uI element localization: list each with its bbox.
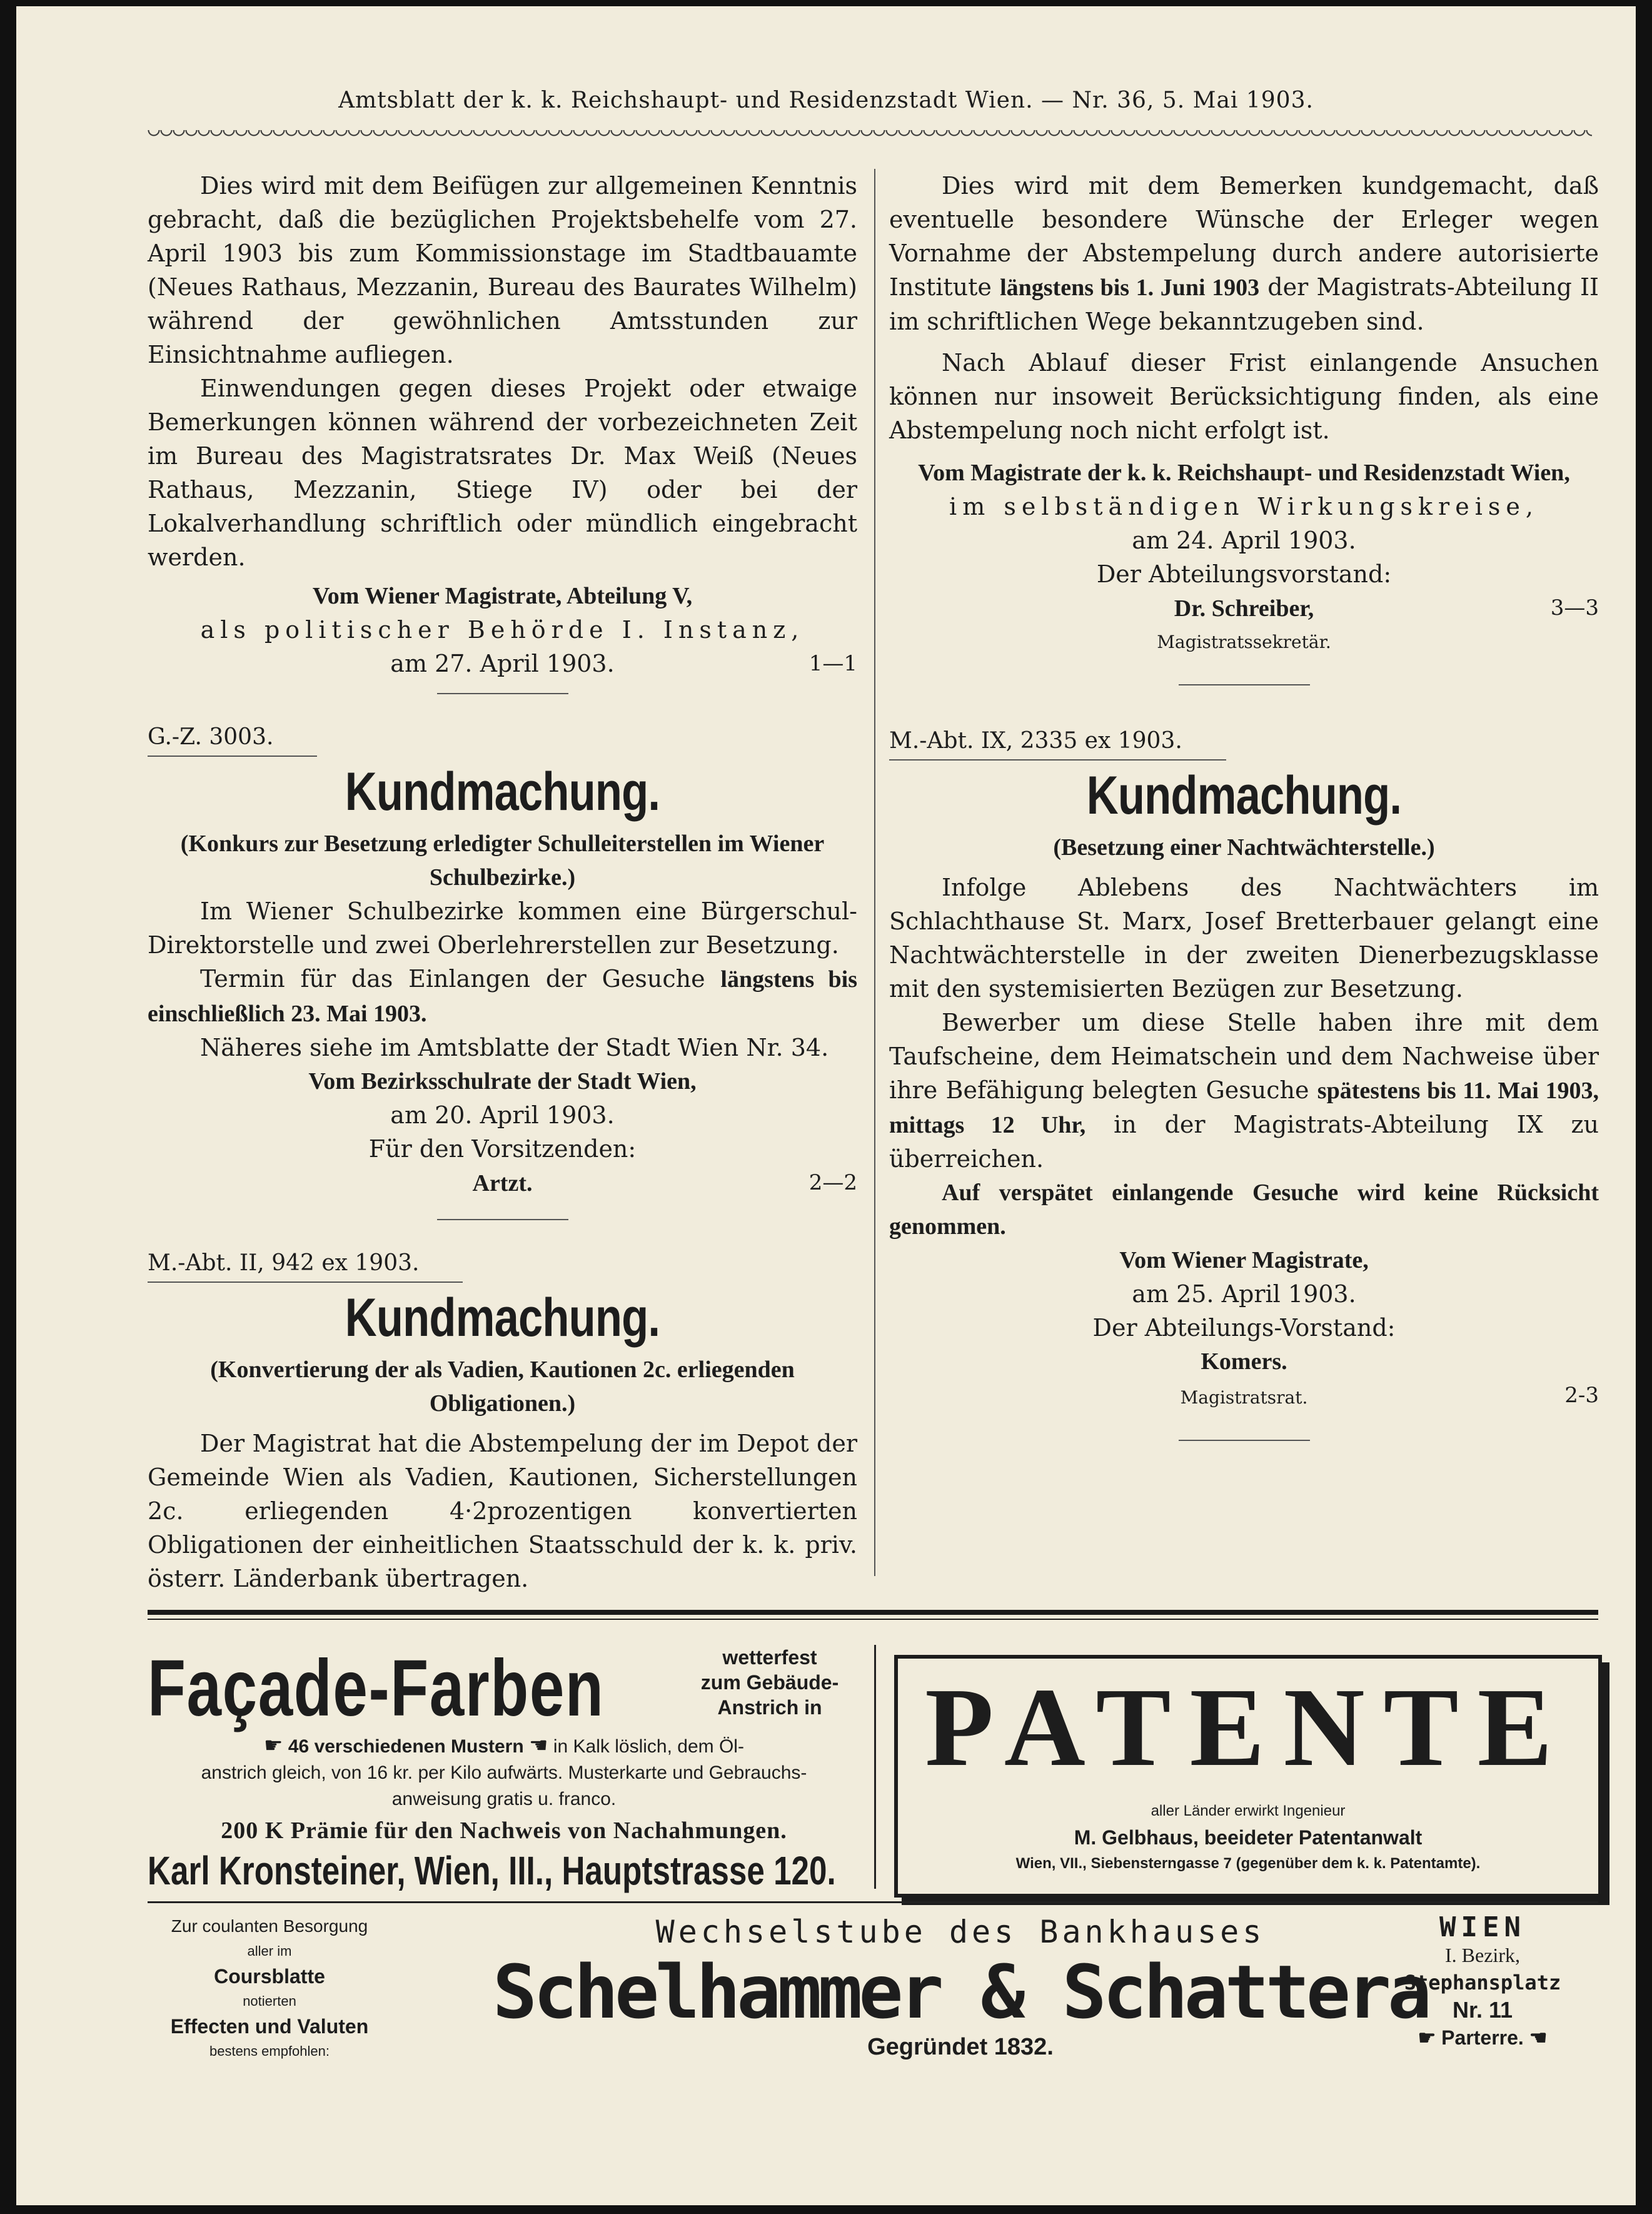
notice2-paragraph: Näheres siehe im Amtsblatte der Stadt Wien Nr. 34. [200, 1034, 829, 1061]
notice3-reference: M.-Abt. II, 942 ex 1903. [148, 1246, 463, 1283]
bank-ad-top: Wechselstube des Bankhauses [655, 1914, 1266, 1950]
ads-top-rule [148, 1610, 1598, 1615]
notice5-text: Bewerber um diese Stelle haben ihre mit dem Taufscheine, dem Heimatschein und dem Nachweise über ihre Befähigung belegten Gesuche [889, 1009, 1599, 1104]
separator [1179, 1440, 1310, 1441]
notice2-name-line [148, 1166, 857, 1200]
notice5-deadline: spätestens bis 11. Mai 1903, mittags 12 Uhr, [889, 1078, 1599, 1138]
notice5-text-end: in der Magistrats-Abteilung IX zu überreichen. [889, 1111, 1599, 1173]
notice2-deadline: längstens bis einschließlich 23. Mai 1903. [148, 966, 857, 1027]
notice4-paragraph [889, 169, 1599, 338]
bank-ad-left-4: notierten [243, 1993, 296, 2009]
bank-ad-floor-line [1367, 2024, 1598, 2051]
pointing-hand-icon: ☚ [529, 1734, 548, 1757]
patente-ad-line3: Wien, VII., Siebensterngasse 7 (gegenüber dem k. k. Patentamte). [1015, 1855, 1481, 1872]
notice5-reference: M.-Abt. IX, 2335 ex 1903. [889, 724, 1226, 761]
facade-ad-patterns: 46 verschiedenen Mustern [288, 1736, 524, 1757]
notice5-signatory-label: Der Abteilungs-Vorstand: [1092, 1314, 1396, 1342]
notice5-date: am 25. April 1903. [1132, 1280, 1356, 1308]
bank-ad-left-2: aller im [247, 1943, 292, 1959]
notice1-paragraph: Einwendungen gegen dieses Projekt oder etwaige Bemerkungen können während der vorbezeichneten Zeit im Bureau des Magistratsrates Dr. Max Weiß (Neues Rathaus, Mezzanin, Stiege IV) oder bei der Lokalverhandlung schriftlich oder mündlich eingebracht werden. [148, 375, 857, 571]
notice3-paragraph: Der Magistrat hat die Abstempelung der im Depot der Gemeinde Wien als Vadien, Kautionen, Sicherstellungen 2c. erliegenden 4·2prozentigen konvertierten Obligationen der einheitlichen Staatsschuld der k. k. priv. österr. Länderbank übertragen. [148, 1430, 857, 1592]
facade-farben-ad [148, 1645, 860, 1894]
patente-ad-line2: M. Gelbhaus, beeideter Patentanwalt [1074, 1826, 1423, 1849]
bank-ad-square: Stephansplatz [1404, 1971, 1561, 1994]
bank-ad-name: Schelhammer & Schattera [493, 1949, 1428, 2035]
wavy-rule [148, 130, 1592, 144]
facade-ad-side-2: zum Gebäude- [700, 1671, 839, 1694]
pointing-hand-icon: ☛ [264, 1734, 283, 1757]
separator [437, 693, 568, 694]
notice2-authority: Vom Bezirksschulrate der Stadt Wien, [308, 1068, 697, 1094]
notice4-name-line [889, 591, 1599, 625]
running-head: Amtsblatt der k. k. Reichshaupt- und Residenzstadt Wien. — Nr. 36, 5. Mai 1903. [338, 88, 1314, 113]
patente-ad [894, 1655, 1602, 1898]
notice2-paragraph: Im Wiener Schulbezirke kommen eine Bürgerschul-Direktorstelle und zwei Oberlehrerstellen zur Besetzung. [148, 897, 857, 959]
notice5-title-line [889, 1378, 1599, 1415]
bank-ad-center [404, 1914, 1517, 2061]
bank-ad-floor: Parterre. [1441, 2026, 1524, 2049]
bank-ad-left-3: Coursblatte [214, 1965, 325, 1988]
facade-ad-line1 [148, 1732, 860, 1760]
ads-separator [148, 1901, 1598, 1903]
notice5-subhead: (Besetzung einer Nachtwächterstelle.) [1053, 834, 1435, 861]
notice2-headline: Kundmachung. [345, 762, 660, 822]
facade-ad-title: Façade-Farben [148, 1644, 605, 1733]
right-column [889, 169, 1599, 1460]
facade-ad-side-1: wetterfest [722, 1646, 817, 1669]
bank-ad-left-5: Effecten und Valuten [170, 2015, 369, 2038]
notice1-date-line [148, 647, 857, 680]
notice2-name: Artzt. [472, 1170, 533, 1196]
column-rule [874, 169, 875, 1576]
notice4-authority: Vom Magistrate der k. k. Reichshaupt- und Residenzstadt Wien, [918, 460, 1570, 486]
bank-ad-founded: Gegründet 1832. [867, 2034, 1054, 2060]
notice5-name: Komers. [1201, 1348, 1287, 1375]
separator [437, 1219, 568, 1220]
notice5-paragraph: Infolge Ablebens des Nachtwächters im Schlachthause St. Marx, Josef Bretterbauer gelangt eine Nachtwächterstelle in der zweiten Dienerbezugsklasse mit den systemisierten Bezügen zur Besetzung. [889, 874, 1599, 1003]
notice1-paragraph: Dies wird mit dem Beifügen zur allgemeinen Kenntnis gebracht, daß die bezüglichen Projektsbehelfe vom 27. April 1903 bis zum Kommissionstage im Stadtbauamte (Neues Rathaus, Mezzanin, Bureau des Baurates Wilhelm) während der gewöhnlichen Amtsstunden zur Einsichtnahme aufliegen. [148, 172, 857, 368]
facade-ad-line2: anstrich gleich, von 16 kr. per Kilo aufwärts. Musterkarte und Gebrauchs- [201, 1762, 807, 1783]
bank-ad-left-6: bestens empfohlen: [209, 2043, 330, 2059]
notice2-subhead: (Konkurs zur Besetzung erledigter Schulleiterstellen im Wiener Schulbezirke.) [180, 831, 825, 891]
bank-ad [148, 1911, 1598, 2089]
separator [1179, 684, 1310, 685]
bank-ad-left [148, 1914, 391, 2064]
notice5-headline: Kundmachung. [1086, 766, 1402, 826]
facade-ad-line1b: in Kalk löslich, dem Öl- [553, 1736, 744, 1757]
facade-ad-line3: anweisung gratis u. franco. [391, 1789, 617, 1809]
pointing-hand-icon: ☚ [1529, 2026, 1548, 2049]
bank-ad-number: Nr. 11 [1452, 1997, 1513, 2023]
notice2-paragraph-deadline [148, 962, 857, 1031]
notice4-deadline: längstens bis 1. Juni 1903 [1000, 275, 1260, 301]
notice5-tally: 2-3 [1564, 1383, 1599, 1408]
notice3-subhead: (Konvertierung der als Vadien, Kautionen 2c. erliegenden Obligationen.) [210, 1357, 795, 1417]
bank-ad-right [1367, 1911, 1598, 2051]
notice5-title: Magistratsrat. [1180, 1387, 1308, 1408]
notice1-authority: Vom Wiener Magistrate, Abteilung V, [312, 583, 693, 609]
patente-ad-title: PATENTE [925, 1665, 1571, 1789]
notice4-authority-2: im selbständigen Wirkungskreise, [949, 493, 1539, 520]
patente-ad-line1: aller Länder erwirkt Ingenieur [1151, 1802, 1346, 1819]
notice2-deadline-text: Termin für das Einlangen der Gesuche [200, 965, 721, 993]
notice4-title: Magistratssekretär. [1157, 632, 1331, 652]
notice2-tally: 2—2 [808, 1170, 857, 1195]
left-column [148, 169, 857, 1595]
notice4-tally: 3—3 [1550, 595, 1599, 620]
notice4-text: Dies wird mit dem Bemerken kundgemacht, daß eventuelle besondere Wünsche der Erleger wegen Vornahme der Abstempelung durch andere autorisierte Institute [889, 172, 1599, 301]
notice1-tally: 1—1 [808, 651, 857, 676]
notice2-date: am 20. April 1903. [390, 1101, 615, 1129]
notice2-signatory-label: Für den Vorsitzenden: [368, 1135, 637, 1163]
notice4-name: Dr. Schreiber, [1174, 595, 1314, 622]
scan-border-bottom [0, 2205, 1652, 2214]
notice1-authority-2: als politischer Behörde I. Instanz, [200, 616, 805, 644]
ads-divider [874, 1645, 876, 1889]
notice5-paragraph-deadline [889, 1006, 1599, 1176]
pointing-hand-icon: ☛ [1418, 2026, 1436, 2049]
ads-top-rule-thin [148, 1619, 1598, 1620]
notice2-reference: G.-Z. 3003. [148, 720, 317, 757]
bank-ad-district: I. Bezirk, [1445, 1944, 1520, 1966]
bank-ad-city: WIEN [1439, 1911, 1526, 1943]
notice4-text-end: der Magistrats-Abteilung II im schriftlichen Wege bekanntzugeben sind. [889, 273, 1599, 335]
facade-ad-side-3: Anstrich in [717, 1696, 822, 1719]
bank-ad-left-1: Zur coulanten Besorgung [171, 1916, 368, 1936]
scan-border-top [0, 0, 1652, 6]
scan-border-right [1636, 0, 1652, 2214]
notice4-paragraph: Nach Ablauf dieser Frist einlangende Ansuchen können nur insoweit Berücksichtigung finden, als eine Abstempelung noch nicht erfolgt ist. [889, 349, 1599, 444]
scan-border-left [0, 0, 16, 2214]
notice4-date: am 24. April 1903. [1132, 527, 1356, 554]
notice5-authority: Vom Wiener Magistrate, [1119, 1247, 1369, 1273]
facade-ad-prize: 200 K Prämie für den Nachweis von Nachahmungen. [221, 1817, 787, 1844]
notice5-warning: Auf verspätet einlangende Gesuche wird keine Rücksicht genommen. [889, 1180, 1599, 1240]
notice1-date: am 27. April 1903. [390, 650, 615, 677]
notice3-headline: Kundmachung. [345, 1288, 660, 1348]
facade-ad-side [679, 1645, 860, 1720]
notice4-signatory-label: Der Abteilungsvorstand: [1096, 560, 1392, 588]
facade-ad-address: Karl Kronsteiner, Wien, III., Hauptstrasse 120. [148, 1848, 836, 1893]
